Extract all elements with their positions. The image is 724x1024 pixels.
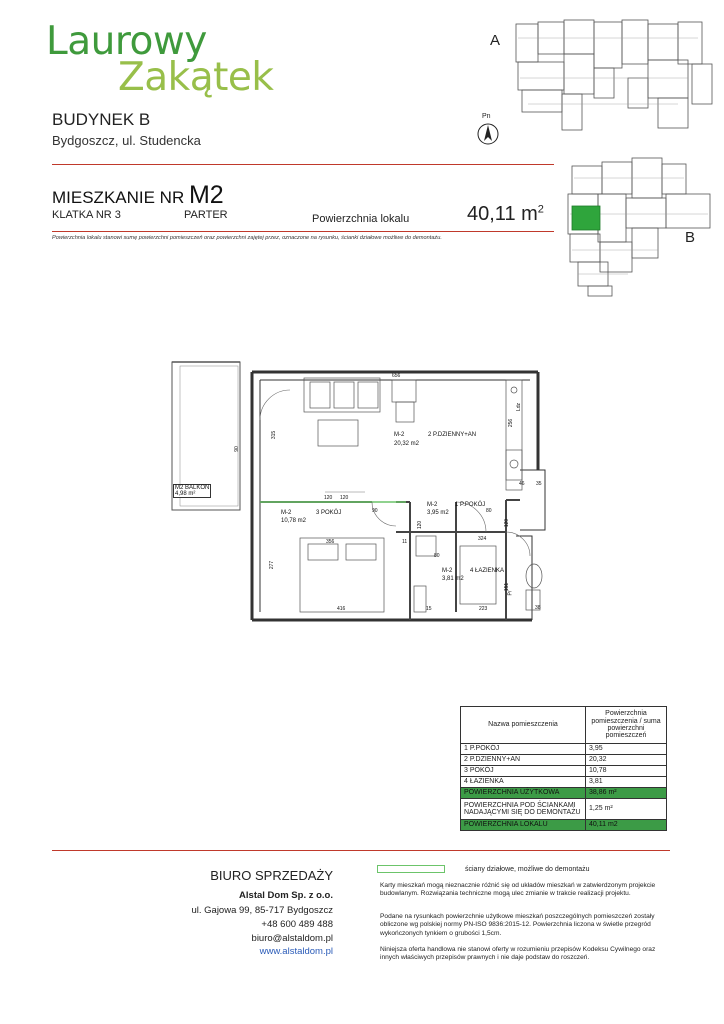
dim-15: 15 [426, 606, 432, 612]
room-name-bath: 4 ŁAZIENKA [470, 568, 505, 574]
dim-80-bath-door: 80 [434, 553, 440, 559]
site-key-plan [508, 18, 720, 300]
building-address: Bydgoszcz, ul. Studencka [52, 133, 201, 148]
fridge-label: Ldz [516, 402, 523, 412]
room-name-bedroom: 3 POKÓJ [316, 510, 342, 516]
logo-laurowy: Laurowy [46, 19, 207, 64]
total-area-row: POWIERZCHNIA LOKALU 40,11 m2 [461, 820, 667, 831]
area-divider [52, 231, 554, 232]
area-value: 40,11 $m^2$ [467, 203, 544, 225]
logo-zakatek: Zakątek [118, 55, 274, 100]
dim-324: 324 [478, 536, 487, 542]
room-area-bath: 3,81 m2 [442, 576, 464, 582]
area-label: Powierzchnia lokalu [312, 213, 410, 225]
disclaimer-2: Podane na rysunkach powierzchnie użytkowe mieszkań poszczególnych pomieszczeń zostały obliczone wg polskiej normy PN-ISO 9836:2015-12. Powierzchnia liczona w świetle przegród wykończonych tynkiem o grubości 1,5cm. [380, 913, 655, 937]
dim-223: 223 [479, 606, 488, 612]
demountable-wall-legend: ściany działowe, możliwe do demontażu [465, 866, 590, 873]
north-label: Pn [482, 113, 491, 120]
balcony-label: M2 BALKON 4,98 m² [175, 485, 210, 497]
table-row: 1 P.POKÓJ 3,95 [461, 744, 667, 755]
table-row: 3 POKÓJ 10,78 [461, 766, 667, 777]
room-area-bedroom: 10,78 m2 [281, 518, 307, 524]
dim-120-wall-a: 120 [324, 495, 333, 501]
sales-title: BIURO SPRZEDAŻY [210, 868, 333, 883]
dim-120-wall-b: 120 [340, 495, 349, 501]
sales-email[interactable]: biuro@alstaldom.pl [251, 933, 333, 944]
dim-11: 11 [402, 539, 408, 545]
footer-divider [52, 850, 670, 851]
dim-656: 656 [392, 373, 401, 379]
dim-90-bedroom-door: 90 [372, 508, 378, 514]
floor-label: PARTER [184, 209, 228, 221]
room-area-table [460, 706, 667, 831]
wing-a-label: A [490, 32, 501, 49]
dim-315: 315 [271, 430, 278, 440]
room-area-hall: 3,95 m2 [427, 510, 449, 516]
area-note: Powierzchnia lokalu stanowi sumę powierzchni pomieszczeń oraz powierzchni zajętej przez, oznaczone na rysunku, ścianki działowe możliwe do demontażu. [52, 235, 442, 241]
demountable-wall-legend-swatch [377, 865, 445, 873]
table-row: 2 P.DZIENNY+AN 20,32 [461, 755, 667, 766]
north-arrow-icon [476, 122, 500, 146]
dim-416: 416 [337, 606, 346, 612]
sales-website-link[interactable]: www.alstaldom.pl [259, 946, 333, 957]
apartment-prefix: MIESZKANIE NR [52, 188, 185, 207]
room-label-bath: M-2 [442, 568, 453, 574]
col-header-name: Nazwa pomieszczenia [461, 707, 586, 744]
floor-plan [160, 350, 560, 640]
sales-address: ul. Gajowa 99, 85-717 Bydgoszcz [191, 905, 333, 916]
dim-277: 277 [269, 560, 276, 570]
dim-80-hall-door: 80 [486, 508, 492, 514]
washer-label: Pr [507, 590, 514, 596]
dim-90-door: 90 [233, 446, 240, 452]
apartment-title [52, 181, 224, 210]
room-area-living: 20,32 m2 [394, 441, 420, 447]
dim-356: 356 [326, 539, 335, 545]
disclaimer-3: Niniejsza oferta handlowa nie stanowi oferty w rozumieniu przepisów Kodeksu Cywilnego oraz innych właściwych przepisów prawnych i nie daje podstaw do roszczeń. [380, 946, 656, 962]
dim-35: 35 [536, 481, 542, 487]
building-title: BUDYNEK B [52, 110, 151, 129]
walls-area-row: POWIERZCHNIA POD ŚCIANKAMI NADAJĄCYMI SIĘ DO DEMONTAŻU 1,25 m² [461, 799, 667, 820]
room-label-hall: M-2 [427, 502, 438, 508]
room-name-hall: 1 P.POKÓJ [455, 502, 486, 508]
staircase-label: KLATKA NR 3 [52, 209, 121, 221]
dim-38: 38 [535, 605, 541, 611]
room-name-living: 2 P.DZIENNY+AN [428, 432, 477, 438]
disclaimer-1: Karty mieszkań mogą nieznacznie różnić się od układów mieszkań w zatwierdzonym projekcie budowlanym. Rozwiązania techniczne mogą ulec zmianie w trakcie realizacji projektu. [380, 882, 656, 898]
table-row: 4 ŁAZIENKA 3,81 [461, 777, 667, 788]
room-label-living: M-2 [394, 432, 405, 438]
dim-256: 256 [508, 418, 515, 428]
sales-phone[interactable]: +48 600 489 488 [261, 919, 333, 930]
usable-area-row: POWIERZCHNIA UŻYTKOWA 38,86 m² [461, 788, 667, 799]
dim-120-hall: 120 [417, 520, 424, 530]
dim-151: 151 [504, 582, 511, 592]
dim-46: 46 [519, 481, 525, 487]
wing-b-label: B [685, 229, 696, 246]
sales-company: Alstal Dom Sp. z o.o. [239, 890, 333, 901]
apartment-number: M2 [188, 181, 224, 209]
col-header-area: Powierzchnia pomieszczenia / suma powierzchni pomieszczeń [586, 707, 667, 744]
dim-120: 120 [504, 518, 511, 528]
apartment-highlight [572, 206, 600, 230]
header-divider [52, 164, 554, 165]
room-label-bedroom: M-2 [281, 510, 292, 516]
